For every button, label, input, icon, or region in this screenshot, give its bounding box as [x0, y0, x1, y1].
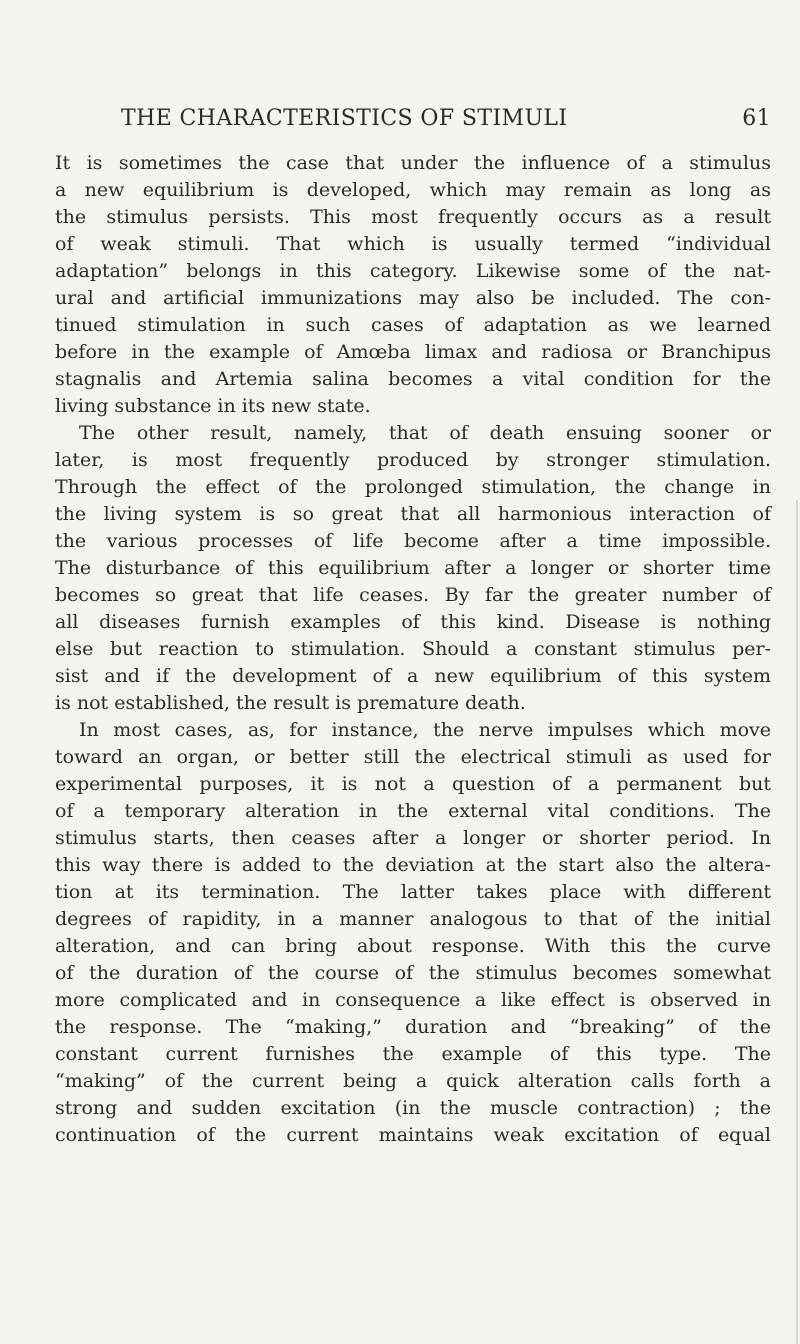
text-line: stimulus starts, then ceases after a longer or shorter period. In: [55, 827, 771, 849]
text-line: tion at its termination. The latter takes place with different: [55, 881, 771, 903]
text-line: later, is most frequently produced by stronger stimulation.: [55, 449, 771, 471]
text-line: alteration, and can bring about response. With this the curve: [55, 935, 771, 957]
text-line: The other result, namely, that of death ensuing sooner or: [79, 422, 771, 444]
paragraph: [55, 420, 771, 717]
text-line: the response. The “making,” duration and “breaking” of the: [55, 1016, 771, 1038]
text-line: of weak stimuli. That which is usually termed “individual: [55, 233, 771, 255]
text-line: of a temporary alteration in the external vital conditions. The: [55, 800, 771, 822]
paragraph: [55, 717, 771, 1149]
text-line: sist and if the development of a new equilibrium of this system: [55, 665, 771, 687]
text-line: toward an organ, or better still the electrical stimuli as used for: [55, 746, 771, 768]
text-line: It is sometimes the case that under the influence of a stimulus: [55, 152, 771, 174]
text-line: more complicated and in consequence a like effect is observed in: [55, 989, 771, 1011]
text-line: degrees of rapidity, in a manner analogous to that of the initial: [55, 908, 771, 930]
text-line: ural and artificial immunizations may also be included. The con-: [55, 287, 771, 309]
text-line: “making” of the current being a quick alteration calls forth a: [55, 1070, 771, 1092]
text-line: the living system is so great that all harmonious interaction of: [55, 503, 771, 525]
page-number: 61: [742, 106, 771, 131]
text-line: living substance in its new state.: [55, 395, 371, 417]
text-line: constant current furnishes the example of this type. The: [55, 1043, 771, 1065]
chapter-title: THE CHARACTERISTICS OF STIMULI: [121, 106, 568, 131]
text-line: is not established, the result is premature death.: [55, 692, 526, 714]
text-line: tinued stimulation in such cases of adaptation as we learned: [55, 314, 771, 336]
text-line: The disturbance of this equilibrium after a longer or shorter time: [55, 557, 771, 579]
text-line: all diseases furnish examples of this kind. Disease is nothing: [55, 611, 771, 633]
text-line: becomes so great that life ceases. By far the greater number of: [55, 584, 771, 606]
text-line: continuation of the current maintains weak excitation of equal: [55, 1124, 771, 1146]
text-line: Through the effect of the prolonged stimulation, the change in: [55, 476, 771, 498]
text-line: else but reaction to stimulation. Should a constant stimulus per-: [55, 638, 771, 660]
running-header: [121, 106, 771, 136]
text-line: adaptation” belongs in this category. Likewise some of the nat-: [55, 260, 771, 282]
text-line: strong and sudden excitation (in the muscle contraction) ; the: [55, 1097, 771, 1119]
text-line: In most cases, as, for instance, the nerve impulses which move: [79, 719, 771, 741]
text-line: the various processes of life become after a time impossible.: [55, 530, 771, 552]
text-line: this way there is added to the deviation at the start also the altera-: [55, 854, 771, 876]
page-edge-divider: [796, 500, 798, 1344]
text-line: experimental purposes, it is not a question of a permanent but: [55, 773, 771, 795]
text-line: stagnalis and Artemia salina becomes a vital condition for the: [55, 368, 771, 390]
text-line: of the duration of the course of the stimulus becomes somewhat: [55, 962, 771, 984]
paragraph: [55, 150, 771, 420]
text-line: a new equilibrium is developed, which may remain as long as: [55, 179, 771, 201]
text-line: the stimulus persists. This most frequently occurs as a result: [55, 206, 771, 228]
body-text: [55, 150, 771, 1149]
text-line: before in the example of Amœba limax and radiosa or Branchipus: [55, 341, 771, 363]
